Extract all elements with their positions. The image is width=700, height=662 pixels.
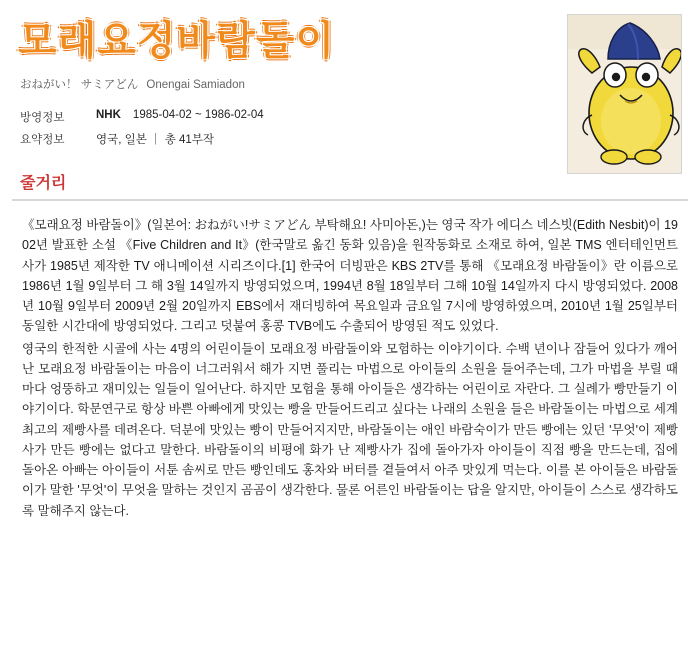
page-title: 모래요정바람돌이 (18, 18, 336, 64)
broadcaster-name: NHK (96, 109, 121, 121)
plot-paragraph-1: 《모래요정 바람돌이》(일본어: おねがい!サミアどん 부탁해요! 사미아돈,)는 영국 작가 에디스 네스빗(Edith Nesbit)이 1902년 발표한 소설 《Five Children and It》(한국말로 옮긴 동화 있음)을 원작동화로 소재로 하여, 일본 TMS 엔터테인먼트사가 1985년 제작한 TV 애니메이션 시리즈이다.[1] 한국어 더빙판은 KBS 2TV를 통해 《모래요정 바람돌이》란 이름으로 1986년 1월 9일부터 그 해 3월 14일까지 방영되었으며, 1994년 8월 18일부터 그해 10월 14일까지 다시 방영되었다. 2008년 10월 9일부터 2009년 2월 20일까지 EBS에서 재더빙하여 목요일과 금요일 7시에 방영하였으며, 2010년 1월 25일부터 동일한 시간대에 방영되었다. 그리고 덧붙여 홍콩 TVB에도 수출되어 방영된 적도 있었다. (22, 218, 678, 334)
header (0, 0, 700, 150)
summary-text: 영국, 일본 ｜ 총 41부작 (96, 134, 215, 146)
section-title: 줄거리 (12, 170, 688, 201)
info-label-broadcast: 방영정보 (20, 112, 65, 124)
plot-section (12, 170, 688, 521)
info-value-summary (96, 128, 264, 150)
character-illustration-icon (568, 15, 681, 173)
poster-thumbnail[interactable] (567, 14, 682, 174)
broadcast-dates: 1985-04-02 ~ 1986-02-04 (132, 109, 264, 121)
info-table (20, 106, 264, 150)
table-row (20, 128, 264, 150)
plot-body (22, 215, 678, 521)
table-row (20, 106, 264, 128)
info-label-summary: 요약정보 (20, 134, 65, 146)
info-value-broadcast (96, 106, 264, 128)
subtitle-japanese: おねがい！ サミアどん (20, 79, 139, 91)
subtitle-romanized: Onengai Samiadon (146, 79, 245, 91)
plot-paragraph-2: 영국의 한적한 시골에 사는 4명의 어린이들이 모래요정 바람돌이와 모험하는 이야기이다. 수백 년이나 잠들어 있다가 깨어난 모래요정 바람돌이는 마음이 너그러워서 해가 지면 풀리는 마법으로 아이들의 소원을 들어주는데, 그가 마법을 부릴 때마다 엉뚱하고 재미있는 일들이 일어난다. 하지만 모험을 통해 아이들은 생각하는 어린이로 자란다. 그 실례가 빵만들기 이야기이다. 학문연구로 항상 바쁜 아빠에게 맛있는 빵을 만들어드리고 싶다는 나래의 소원을 들은 바람돌이는 마법으로 세계 최고의 제빵사를 데려온다. 덕분에 맛있는 빵이 만들어지지만, 바람돌이는 애인 바람숙이가 만든 빵에는 있던 '무엇'이 제빵사가 만든 빵에는 없다고 말한다. 바람돌이의 비평에 화가 난 제빵사가 집에 돌아가자 아이들이 직접 빵을 만드는데, 집에 돌아온 아빠는 아이들이 서툰 솜씨로 만든 빵인데도 홍차와 버터를 곁들여서 아주 맛있게 먹는다. 이를 본 아이들은 바람돌이가 말한 '무엇'이 무엇을 말하는 것인지 곰곰이 생각한다. 물론 어른인 바람돌이는 답을 알지만, 아이들이 스스로 생각하도록 말해주지 않는다. (22, 341, 678, 518)
